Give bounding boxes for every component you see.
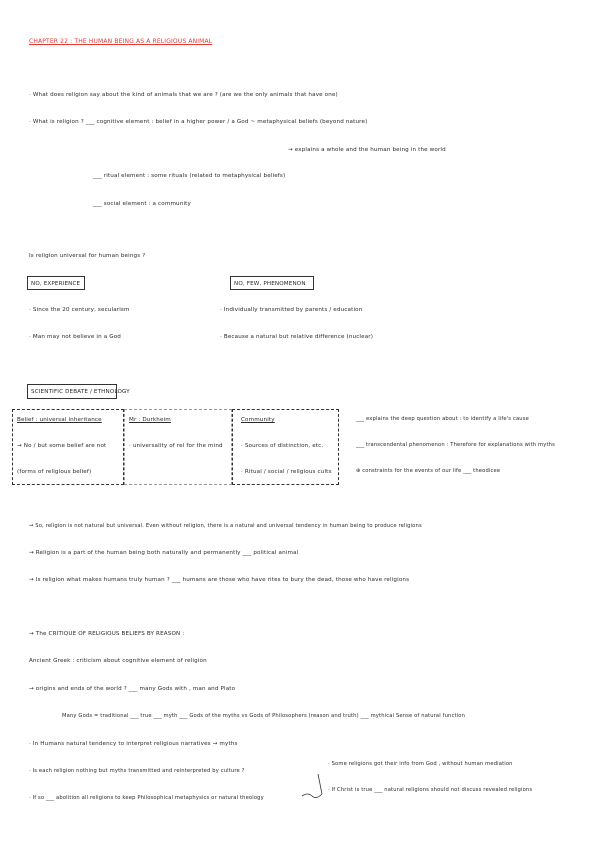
note-line: · What is religion ? ___ cognitive element : belief in a higher power / a God ~ metaphysical beliefs (beyond nature) — [29, 119, 368, 125]
note-line: · Since the 20 century, secularism — [29, 307, 130, 313]
note-line: Community — [241, 417, 275, 423]
note-line: · Some religions got their info from God , without human mediation — [328, 761, 513, 767]
page-title: CHAPTER 22 : THE HUMAN BEING AS A RELIGIOUS ANIMAL — [29, 38, 213, 45]
note-line: Mr : Durkheim — [129, 417, 171, 423]
note-line: ⇝ explains a whole and the human being in the world — [288, 147, 446, 153]
note-line: ___ ritual element : some rituals (related to metaphysical beliefs) — [93, 173, 286, 179]
note-line: (forms of religious belief) — [17, 469, 92, 475]
dashed-box — [12, 409, 124, 485]
note-line: · Sources of distinction, etc. — [241, 443, 324, 449]
note-line: · What does religion say about the kind of animals that we are ? (are we the only animals that have one) — [29, 92, 338, 98]
note-line: Many Gods = traditional ___ true ___ myth ___ Gods of the myths vs Gods of Philosophers (reason and truth) ___ mythical Sense of natural function — [62, 713, 466, 719]
note-line: · universality of rel for the mind — [129, 443, 223, 449]
boxed-heading — [27, 276, 85, 290]
dashed-box — [232, 409, 339, 485]
note-line: ___ social element : a community — [93, 201, 191, 207]
boxed-heading-label: NO, EXPERIENCE — [31, 281, 81, 287]
section-heading: ⇝ The CRITIQUE OF RELIGIOUS BELIEFS BY REASON : — [29, 631, 185, 637]
boxed-heading — [230, 276, 314, 290]
note-line: ⇝ Religion is a part of the human being both naturally and permanently ___ political animal — [29, 550, 299, 556]
note-line: Ancient Greek : criticism about cognitive element of religion — [29, 658, 207, 664]
note-line: ___ explains the deep question about : to identify a life's cause — [356, 416, 529, 422]
note-line: Belief : universal inheritance — [17, 417, 102, 423]
note-line: → origins and ends of the world ? ___ many Gods with , man and Plato — [29, 686, 236, 692]
note-line: · Is each religion nothing but myths transmitted and reinterpreted by culture ? — [29, 768, 245, 774]
note-line: Is religion universal for human beings ? — [29, 253, 146, 259]
note-line: · If Christ is true ___ natural religions should not discuss revealed religions — [328, 787, 533, 793]
note-line: · Ritual / social / religious cults — [241, 469, 332, 475]
note-line: → No / but some belief are not — [17, 443, 107, 449]
note-line: ⇝ So, religion is not natural but universal. Even without religion, there is a natural and universal tendency in human being to produce religions — [29, 523, 422, 529]
note-line: · Man may not believe in a God — [29, 334, 122, 340]
note-line: · In Humans natural tendency to interpret religious narratives → myths — [29, 741, 238, 747]
note-line: ___ transcendental phenomenon : Therefore for explanations with myths — [356, 442, 555, 448]
bracket-arrow-icon — [300, 770, 324, 804]
note-line: · If so ___ abolition all religions to keep Philosophical metaphysics or natural theology — [29, 795, 264, 801]
note-line: ⇝ Is religion what makes humans truly human ? ___ humans are those who have rites to bury the dead, those who have religions — [29, 577, 410, 583]
boxed-heading-label: SCIENTIFIC DEBATE / ETHNOLOGY — [31, 389, 130, 395]
note-line: · Individually transmitted by parents / education — [220, 307, 363, 313]
note-line: · Because a natural but relative difference (nuclear) — [220, 334, 374, 340]
note-line: ⊕ constraints for the events of our life ___ theodicee — [356, 468, 501, 474]
dashed-box — [124, 409, 232, 485]
boxed-heading — [27, 384, 130, 399]
boxed-heading-label: NO, FEW, PHENOMENON — [234, 281, 306, 287]
